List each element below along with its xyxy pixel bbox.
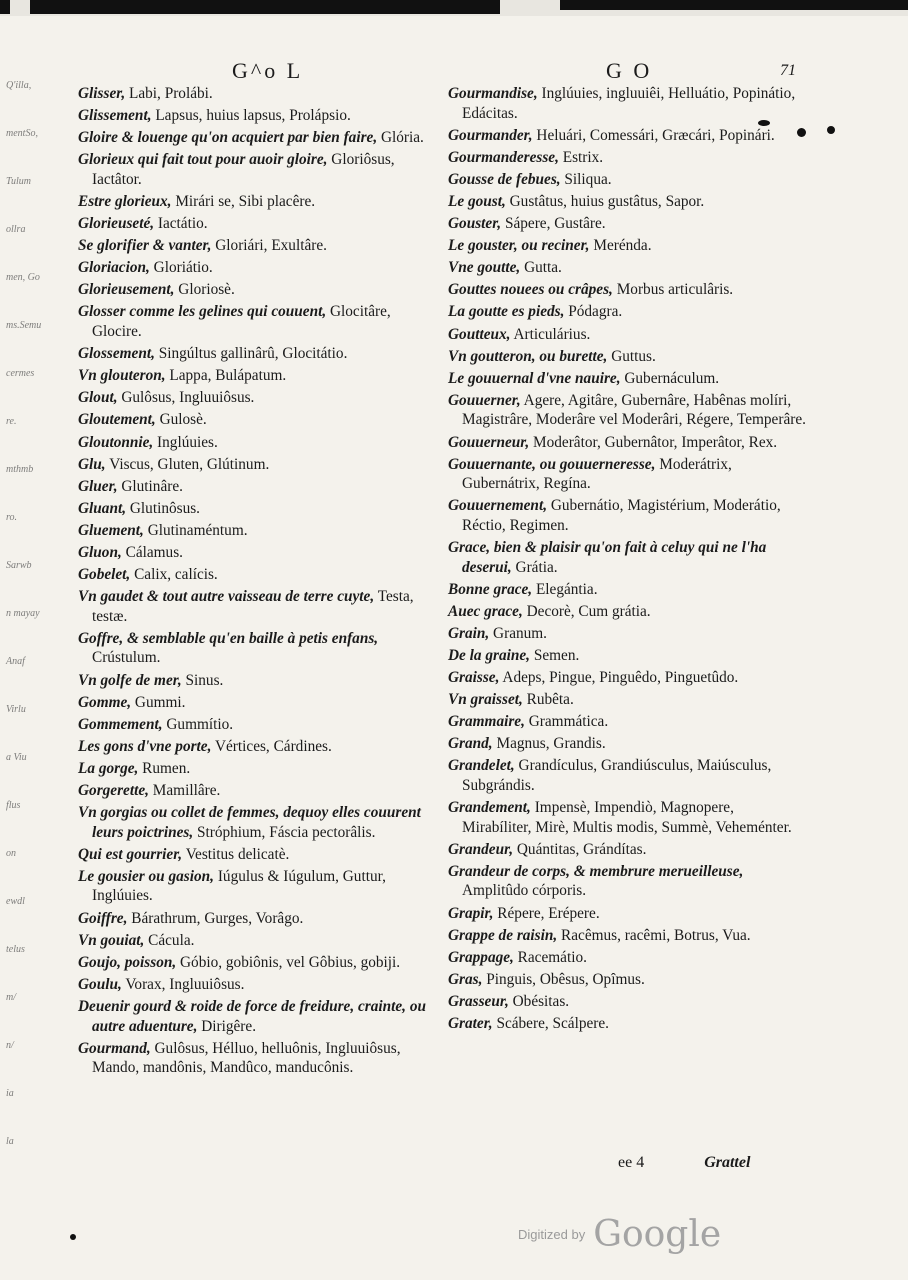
dictionary-entry <box>448 192 806 212</box>
french-headword: Goujo, poisson, <box>78 953 177 971</box>
dictionary-entry <box>448 1014 806 1034</box>
latin-gloss: Siliqua. <box>560 170 612 188</box>
french-headword: Glout, <box>78 389 118 407</box>
dictionary-entry <box>78 671 444 691</box>
dictionary-entry <box>448 580 806 600</box>
bleed-fragment: telus <box>6 944 25 955</box>
dictionary-entry <box>78 280 444 300</box>
dictionary-entry <box>448 926 806 946</box>
latin-gloss: Iactátio. <box>154 215 208 233</box>
dictionary-entry <box>78 931 444 951</box>
dictionary-entry <box>448 325 806 345</box>
french-headword: Vn graisset, <box>448 691 523 709</box>
dictionary-entry <box>78 909 444 929</box>
french-headword: Gras, <box>448 970 483 988</box>
dictionary-entry <box>448 646 806 666</box>
dictionary-entry <box>448 455 806 494</box>
french-headword: Gouuernante, ou gouuerneresse, <box>448 455 656 473</box>
bleed-fragment: ro. <box>6 512 18 523</box>
latin-gloss: Viscus, Gluten, Glútinum. <box>105 455 270 473</box>
dictionary-entry <box>78 106 444 126</box>
french-headword: Gouttes nouees ou crâpes, <box>448 281 613 299</box>
latin-gloss: Grátia. <box>511 558 558 576</box>
french-headword: La gorge, <box>78 759 139 777</box>
bleed-fragment: men, Go <box>6 272 40 283</box>
french-headword: Gobelet, <box>78 566 131 584</box>
latin-gloss: Calix, calícis. <box>130 566 218 584</box>
latin-gloss: Gulosè. <box>155 411 207 429</box>
dictionary-entry <box>78 737 444 757</box>
dictionary-entry <box>78 543 444 563</box>
latin-gloss: Amplitûdo córporis. <box>462 882 587 900</box>
dictionary-entry <box>448 840 806 860</box>
french-headword: Glorieusement, <box>78 281 175 299</box>
latin-gloss: Mirári se, Sibi placêre. <box>171 192 316 210</box>
latin-gloss: Estrix. <box>558 148 604 166</box>
latin-gloss: Mamillâre. <box>148 782 221 799</box>
latin-gloss: Iúgulus & Iúgulum, Guttur, Inglúuies. <box>92 867 386 905</box>
french-headword: Grandelet, <box>448 757 515 775</box>
french-headword: Vn gorgias ou collet de femmes, dequoy elles couurent leurs poictrines, <box>78 804 421 841</box>
dictionary-entry <box>448 236 806 256</box>
dictionary-entry <box>448 602 806 622</box>
french-headword: Gomme, <box>78 693 132 711</box>
latin-gloss: Gustâtus, huius gustâtus, Sapor. <box>505 192 705 210</box>
dictionary-entry <box>78 410 444 430</box>
bleed-fragment: ewdl <box>6 896 25 907</box>
dictionary-entry <box>78 693 444 713</box>
left-column <box>78 84 444 1080</box>
french-headword: Goiffre, <box>78 909 128 927</box>
french-headword: Vn gaudet & tout autre vaisseau de terre cuyte, <box>78 588 375 606</box>
french-headword: Gouuerneur, <box>448 433 530 451</box>
google-logo: Google <box>593 1214 722 1255</box>
latin-gloss: Testa, testæ. <box>92 588 414 625</box>
french-headword: Grammaire, <box>448 713 525 731</box>
latin-gloss: Heluári, Comessári, Græcári, Popinári. <box>532 126 775 144</box>
dictionary-entry <box>448 712 806 732</box>
latin-gloss: Impensè, Impendiò, Magnopere, Mirabíliter, Mirè, Multis modis, Summè, Veheménter. <box>462 799 792 836</box>
dictionary-entry <box>78 499 444 519</box>
right-column <box>448 84 806 1036</box>
latin-gloss: Quántitas, Grándítas. <box>513 840 647 858</box>
bleed-fragment: Virlu <box>6 704 26 715</box>
latin-gloss: Gummi. <box>131 693 186 711</box>
bleed-fragment: ollra <box>6 224 26 235</box>
dictionary-entry <box>448 756 806 795</box>
latin-gloss: Góbio, gobiônis, vel Gôbius, gobiji. <box>176 953 401 971</box>
bleed-fragment: n mayay <box>6 608 40 619</box>
french-headword: Grandeur, <box>448 840 514 858</box>
french-headword: Glorieuseté, <box>78 215 155 233</box>
latin-gloss: Vorax, Ingluuiôsus. <box>121 975 245 993</box>
dictionary-entry <box>78 477 444 497</box>
french-headword: Gourmandise, <box>448 85 538 102</box>
ink-blot <box>797 128 806 137</box>
running-head-right: G O <box>606 58 653 83</box>
dictionary-entry <box>448 734 806 754</box>
latin-gloss: Glória. <box>377 129 424 147</box>
latin-gloss: Rubêta. <box>522 691 574 709</box>
french-headword: Gluer, <box>78 477 118 495</box>
french-headword: Gouuerner, <box>448 391 521 409</box>
french-headword: Graisse, <box>448 669 500 687</box>
dictionary-entry <box>448 280 806 300</box>
dictionary-entry <box>448 170 806 190</box>
french-headword: Glorieux qui fait tout pour auoir gloire, <box>78 151 328 169</box>
dictionary-entry <box>78 715 444 735</box>
latin-gloss: Gulôsus, Hélluo, helluônis, Ingluuiôsus, Mando, mandônis, Mandûco, manducônis. <box>92 1039 401 1077</box>
dictionary-entry <box>78 867 444 906</box>
dictionary-entry <box>78 258 444 278</box>
dictionary-entry <box>448 258 806 278</box>
dictionary-entry <box>448 624 806 644</box>
dictionary-entry <box>78 781 444 801</box>
french-headword: Les gons d'vne porte, <box>78 737 212 755</box>
dictionary-entry <box>78 150 444 189</box>
dictionary-entry <box>78 629 444 668</box>
french-headword: Le gouuernal d'vne nauire, <box>448 369 621 387</box>
latin-gloss: Stróphium, Fáscia pectorâlis. <box>193 823 376 841</box>
bleed-fragment: mthmb <box>6 464 34 475</box>
french-headword: Grandeur de corps, & membrure merueilleuse, <box>448 862 744 880</box>
french-headword: Grace, bien & plaisir qu'on fait à celuy qui ne l'ha deserui, <box>448 538 767 576</box>
dictionary-entry <box>448 126 806 146</box>
latin-gloss: Singúltus gallinârû, Glocitátio. <box>154 345 348 363</box>
french-headword: Gommement, <box>78 715 163 733</box>
french-headword: Gorgerette, <box>78 782 149 799</box>
latin-gloss: Crústulum. <box>92 649 161 667</box>
french-headword: Goulu, <box>78 975 122 993</box>
french-headword: Estre glorieux, <box>78 192 172 210</box>
running-head-left: G^o L <box>232 58 304 83</box>
dictionary-entry <box>448 369 806 389</box>
dictionary-entry <box>448 862 806 901</box>
french-headword: Gluement, <box>78 521 144 539</box>
latin-gloss: Sápere, Gustâre. <box>501 215 606 233</box>
dictionary-entry <box>78 302 444 341</box>
dictionary-entry <box>448 992 806 1012</box>
french-headword: Goffre, & semblable qu'en baille à petis enfans, <box>78 629 379 647</box>
dictionary-entry <box>448 347 806 367</box>
latin-gloss: Semen. <box>530 646 580 664</box>
french-headword: Gloriacion, <box>78 259 150 277</box>
bleed-fragment: re. <box>6 416 17 427</box>
latin-gloss: Sinus. <box>181 671 224 689</box>
latin-gloss: Granum. <box>489 624 548 642</box>
dictionary-entry <box>78 997 444 1036</box>
french-headword: Le gouster, ou reciner, <box>448 237 590 255</box>
french-headword: Gluant, <box>78 499 127 517</box>
french-headword: Gloutement, <box>78 411 156 429</box>
bleed-fragment: mentSo, <box>6 128 38 139</box>
french-headword: Grain, <box>448 624 490 642</box>
dictionary-entry <box>78 521 444 541</box>
french-headword: Qui est gourrier, <box>78 845 183 863</box>
latin-gloss: Glutinôsus. <box>126 499 200 517</box>
latin-gloss: Morbus articulâris. <box>612 281 734 299</box>
signature-mark: ee 4 <box>618 1154 645 1171</box>
latin-gloss: Pinguis, Obêsus, Opîmus. <box>482 970 645 988</box>
bleed-fragment: cermes <box>6 368 35 379</box>
latin-gloss: Inglúuies. <box>153 433 218 451</box>
dictionary-entry <box>448 433 806 453</box>
french-headword: Glossement, <box>78 345 155 363</box>
ink-blot <box>827 126 835 134</box>
dictionary-entry <box>78 214 444 234</box>
french-headword: Le goust, <box>448 192 506 210</box>
french-headword: Vn goutteron, ou burette, <box>448 347 608 365</box>
dictionary-entry <box>78 759 444 779</box>
dictionary-entry <box>448 798 806 837</box>
latin-gloss: Gutta. <box>520 259 562 277</box>
bleed-fragment: ia <box>6 1088 14 1099</box>
french-headword: Glissement, <box>78 107 152 125</box>
latin-gloss: Cálamus. <box>121 543 183 561</box>
bleed-fragment: flus <box>6 800 21 811</box>
latin-gloss: Lapsus, huius lapsus, Prolápsio. <box>151 107 351 125</box>
digitized-watermark <box>518 1214 721 1255</box>
latin-gloss: Gloriôsus, Iactâtor. <box>92 151 395 188</box>
bleed-fragment: on <box>6 848 16 859</box>
latin-gloss: Rumen. <box>138 759 191 777</box>
dictionary-entry <box>78 84 444 104</box>
ink-blot <box>758 120 770 126</box>
latin-gloss: Labi, Prolábi. <box>125 85 213 102</box>
french-headword: Gloire & louenge qu'on acquiert par bien faire, <box>78 129 378 147</box>
french-headword: Gousse de febues, <box>448 170 561 188</box>
latin-gloss: Decorè, Cum grátia. <box>522 602 651 620</box>
latin-gloss: Meréndа. <box>589 237 652 255</box>
french-headword: Grappe de raisin, <box>448 926 558 944</box>
latin-gloss: Glocitâre, Glocire. <box>92 303 391 341</box>
bleed-fragment: n/ <box>6 1040 14 1051</box>
dictionary-entry <box>448 302 806 322</box>
latin-gloss: Gloriári, Exultâre. <box>211 237 327 255</box>
dictionary-entry <box>78 388 444 408</box>
dictionary-entry <box>78 953 444 973</box>
bleed-fragment: Sarwb <box>6 560 32 571</box>
french-headword: Gouuernement, <box>448 497 548 515</box>
dictionary-entry <box>78 236 444 256</box>
latin-gloss: Glutinâre. <box>117 477 183 495</box>
latin-gloss: Racêmus, racêmi, Botrus, Vua. <box>557 926 751 944</box>
french-headword: Grasseur, <box>448 992 509 1010</box>
latin-gloss: Gummítio. <box>162 715 234 733</box>
latin-gloss: Gubernátio, Magistérium, Moderátio, Réctio, Regimen. <box>462 497 781 534</box>
dictionary-entry <box>448 668 806 688</box>
page-number: 71 <box>780 62 796 79</box>
french-headword: Bonne grace, <box>448 580 533 598</box>
latin-gloss: Répere, Erépere. <box>493 904 600 922</box>
latin-gloss: Obésitas. <box>508 992 570 1010</box>
catchword: Grattel <box>704 1154 751 1171</box>
latin-gloss: Racemátio. <box>513 948 587 966</box>
bleed-fragment: ms.Semu <box>6 320 42 331</box>
french-headword: Auec grace, <box>448 602 523 620</box>
latin-gloss: Moderâtor, Gubernâtor, Imperâtor, Rex. <box>529 433 778 451</box>
dictionary-entry <box>78 845 444 865</box>
ink-blot <box>70 1234 76 1240</box>
latin-gloss: Elegántia. <box>532 580 598 598</box>
dictionary-entry <box>448 690 806 710</box>
dictionary-entry <box>78 366 444 386</box>
latin-gloss: Grammática. <box>524 713 609 731</box>
latin-gloss: Cácula. <box>144 931 195 949</box>
french-headword: Se glorifier & vanter, <box>78 237 212 255</box>
latin-gloss: Adeps, Pingue, Pinguêdo, Pinguetûdo. <box>499 669 739 687</box>
french-headword: Gloutonnie, <box>78 433 154 451</box>
french-headword: La goutte es pieds, <box>448 303 565 321</box>
dictionary-entry <box>78 565 444 585</box>
latin-gloss: Vestitus delicatè. <box>182 845 290 863</box>
french-headword: Gourmander, <box>448 126 533 144</box>
dictionary-entry <box>78 433 444 453</box>
french-headword: Le gousier ou gasion, <box>78 867 214 885</box>
dictionary-entry <box>448 538 806 577</box>
latin-gloss: Gloriátio. <box>149 259 213 277</box>
bleed-fragment: Q'illa, <box>6 80 32 91</box>
french-headword: De la graine, <box>448 646 531 664</box>
dictionary-entry <box>448 904 806 924</box>
french-headword: Grappage, <box>448 948 514 966</box>
french-headword: Glu, <box>78 455 106 473</box>
french-headword: Vne goutte, <box>448 259 521 277</box>
latin-gloss: Lappa, Bulápatum. <box>165 367 287 385</box>
bleed-fragment: la <box>6 1136 14 1147</box>
dictionary-entry <box>448 148 806 168</box>
latin-gloss: Dirigêre. <box>197 1017 257 1035</box>
dictionary-entry <box>448 970 806 990</box>
dictionary-entry <box>78 192 444 212</box>
french-headword: Grater, <box>448 1015 493 1033</box>
latin-gloss: Vértices, Cárdines. <box>211 737 332 755</box>
bleed-fragment: Tulum <box>6 176 32 187</box>
french-headword: Grand, <box>448 735 493 753</box>
bleed-fragment: m/ <box>6 992 16 1003</box>
french-headword: Gouster, <box>448 215 502 233</box>
dictionary-entry <box>78 975 444 995</box>
dictionary-entry <box>448 84 806 123</box>
scan-top-edge <box>0 0 908 16</box>
dictionary-entry <box>448 496 806 535</box>
latin-gloss: Inglúuies, ingluuiêi, Helluátio, Popinátio, Edácitas. <box>462 85 796 122</box>
french-headword: Vn golfe de mer, <box>78 671 182 689</box>
french-headword: Gluon, <box>78 543 122 561</box>
latin-gloss: Magnus, Grandis. <box>492 735 606 753</box>
bleed-fragment: Anaf <box>6 656 25 667</box>
french-headword: Vn glouteron, <box>78 367 166 385</box>
page-footer <box>618 1154 750 1172</box>
dictionary-entry <box>78 803 444 842</box>
latin-gloss: Gloriosè. <box>174 281 235 299</box>
french-headword: Glosser comme les gelines qui couuent, <box>78 303 327 321</box>
dictionary-entry <box>78 455 444 475</box>
latin-gloss: Articulárius. <box>510 325 591 343</box>
dictionary-entry <box>448 948 806 968</box>
latin-gloss: Gubernáculum. <box>620 369 720 387</box>
dictionary-entry <box>448 214 806 234</box>
latin-gloss: Guttus. <box>607 347 656 365</box>
dictionary-entry <box>78 128 444 148</box>
french-headword: Deuenir gourd & roide de force de freidure, crainte, ou autre aduenture, <box>78 997 426 1035</box>
dictionary-entry <box>78 587 444 626</box>
french-headword: Grandement, <box>448 799 531 817</box>
dictionary-entry <box>78 1039 444 1078</box>
latin-gloss: Pódagra. <box>564 303 623 321</box>
french-headword: Vn gouiat, <box>78 931 145 949</box>
latin-gloss: Gulôsus, Ingluuiôsus. <box>117 389 255 407</box>
watermark-prefix: Digitized by <box>518 1227 586 1242</box>
latin-gloss: Bárathrum, Gurges, Vorâgo. <box>127 909 304 927</box>
french-headword: Grapir, <box>448 904 494 922</box>
french-headword: Gourmand, <box>78 1039 151 1057</box>
margin-bleed <box>0 80 72 1200</box>
latin-gloss: Grandículus, Grandiúsculus, Maiúsculus, Subgrándis. <box>462 757 772 794</box>
latin-gloss: Glutinaméntum. <box>143 521 248 539</box>
latin-gloss: Scábere, Scálpere. <box>492 1015 609 1033</box>
latin-gloss: Agere, Agitâre, Gubernâre, Habênas molíri, Magistrâre, Moderâre vel Moderâri, Régere, Temperâre. <box>462 391 806 429</box>
dictionary-entry <box>448 391 806 430</box>
bleed-fragment: a Viu <box>6 752 27 763</box>
latin-gloss: Moderátrix, Gubernátrix, Regína. <box>462 455 732 493</box>
french-headword: Gourmanderesse, <box>448 148 559 166</box>
french-headword: Goutteux, <box>448 325 511 343</box>
dictionary-entry <box>78 344 444 364</box>
french-headword: Glisser, <box>78 85 126 102</box>
